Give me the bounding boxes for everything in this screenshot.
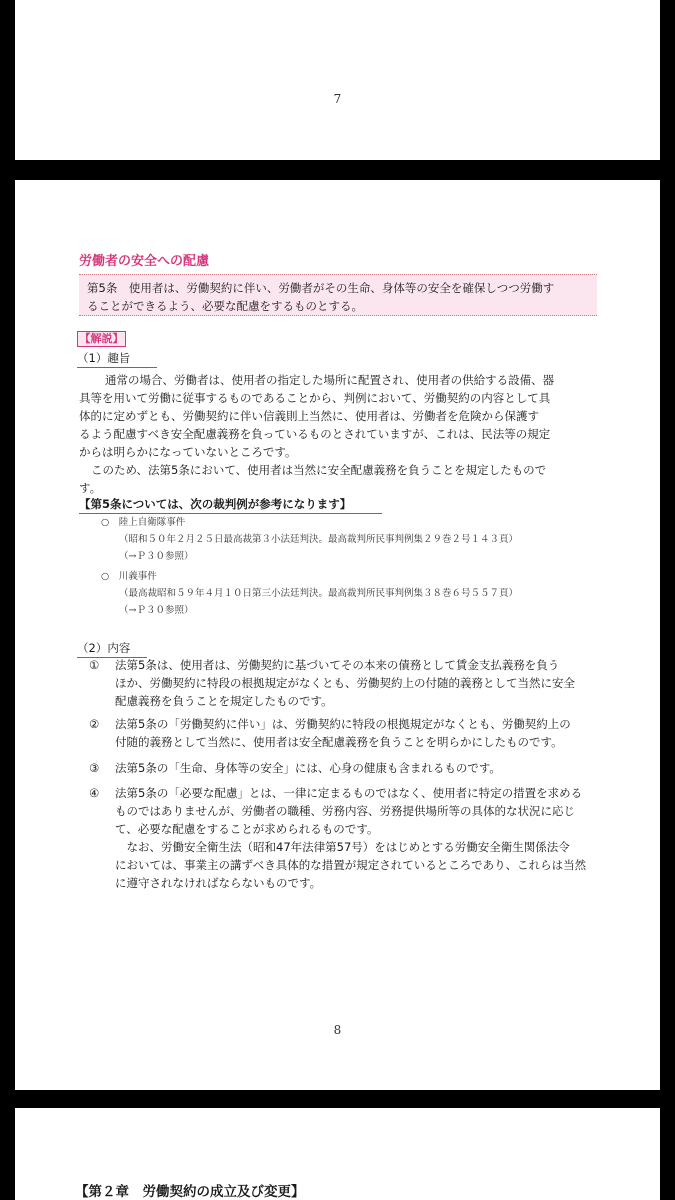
case-page-ref: （→Ｐ３０参照） <box>119 551 194 562</box>
item-line: に遵守されなければならないものです。 <box>115 876 322 890</box>
case-citation: （昭和５０年２月２５日最高裁第３小法廷判決。最高裁判所民事判例集２９巻２号１４３頁） <box>119 534 519 545</box>
case-name: ○ 陸上自衛隊事件 <box>101 517 186 528</box>
item-number: ④ <box>89 786 100 800</box>
item-line: 法第5条の「必要な配慮」とは、一律に定まるものではなく、使用者に特定の措置を求める <box>115 786 583 800</box>
item-line: 法第5条の「生命、身体等の安全」には、心身の健康も含まれるものです。 <box>115 761 501 775</box>
paragraph-line: 体的に定めずとも、労働契約に伴い信義則上当然に、使用者は、労働者を危険から保護す <box>79 409 539 423</box>
item-line: 配慮義務を負うことを規定したものです。 <box>115 694 333 708</box>
content-item-4 <box>89 784 611 892</box>
paragraph-line: 具等を用いて労働に従事するものであることから、判例において、労働契約の内容として具 <box>79 391 551 405</box>
paragraph-line: 通常の場合、労働者は、使用者の指定した場所に配置され、使用者の供給する設備、器 <box>105 373 555 387</box>
article-5-box <box>79 274 597 316</box>
case-kawagi <box>101 568 518 619</box>
paragraph-line: るよう配慮すべき安全配慮義務を負っているものとされていますが、これは、民法等の規定 <box>79 427 551 441</box>
case-rikujo-jieitai <box>101 514 518 565</box>
subheading-underline <box>77 367 157 368</box>
case-reference-heading: 【第5条については、次の裁判例が参考になります】 <box>79 497 352 511</box>
item-line: 法第5条は、使用者は、労働契約に基づいてその本来の債務として賃金支払義務を負う <box>115 658 560 672</box>
commentary-label: 【解説】 <box>77 331 126 347</box>
item-number: ② <box>89 717 100 731</box>
content-item-2 <box>89 715 611 751</box>
item-line: ものではありませんが、労働者の職種、労務内容、労務提供場所等の具体的な状況に応じ <box>115 804 575 818</box>
chapter-2-title: 【第２章 労働契約の成立及び変更】 <box>75 1184 305 1200</box>
content-item-3 <box>89 759 611 777</box>
purpose-paragraph-2 <box>79 461 609 497</box>
paragraph-line: す。 <box>79 481 102 495</box>
item-line: ほか、労働契約に特段の根拠規定がなくとも、労働契約上の付随的義務として当然に安全 <box>115 676 575 690</box>
item-number: ③ <box>89 761 100 775</box>
subheading-purpose: （1）趣旨 <box>77 351 131 365</box>
purpose-paragraph-1 <box>79 371 609 461</box>
page-7 <box>15 0 660 160</box>
paragraph-line: からは明らかになっていないところです。 <box>79 445 297 459</box>
item-line: なお、労働安全衛生法（昭和47年法律第57号）をはじめとする労働安全衛生関係法令 <box>115 840 570 854</box>
item-line: て、必要な配慮をすることが求められるものです。 <box>115 822 379 836</box>
subheading-content: （2）内容 <box>77 641 131 655</box>
paragraph-line: このため、法第5条において、使用者は当然に安全配慮義務を負うことを規定したもので <box>91 463 547 477</box>
item-line: においては、事業主の講ずべき具体的な措置が規定されているところであり、これらは当然 <box>115 858 587 872</box>
article-line: 第5条 使用者は、労働契約に伴い、労働者がその生命、身体等の安全を確保しつつ労働す <box>87 281 555 295</box>
page-8 <box>15 180 660 1090</box>
page-number: 8 <box>333 1023 342 1037</box>
case-page-ref: （→Ｐ３０参照） <box>119 605 194 616</box>
page-9 <box>15 1108 660 1200</box>
section-title: 労働者の安全への配慮 <box>79 254 210 269</box>
item-line: 法第5条の「労働契約に伴い」は、労働契約に特段の根拠規定がなくとも、労働契約上の <box>115 717 571 731</box>
item-line: 付随的義務として当然に、使用者は安全配慮義務を負うことを明らかにしたものです。 <box>115 735 563 749</box>
case-name: ○ 川義事件 <box>101 571 157 582</box>
article-line: ることができるよう、必要な配慮をするものとする。 <box>87 299 363 313</box>
content-item-1 <box>89 656 611 710</box>
item-number: ① <box>89 658 100 672</box>
case-citation: （最高裁昭和５９年４月１０日第三小法廷判決。最高裁判所民事判例集３８巻６号５５７頁） <box>119 588 519 599</box>
page-number: 7 <box>333 92 342 106</box>
